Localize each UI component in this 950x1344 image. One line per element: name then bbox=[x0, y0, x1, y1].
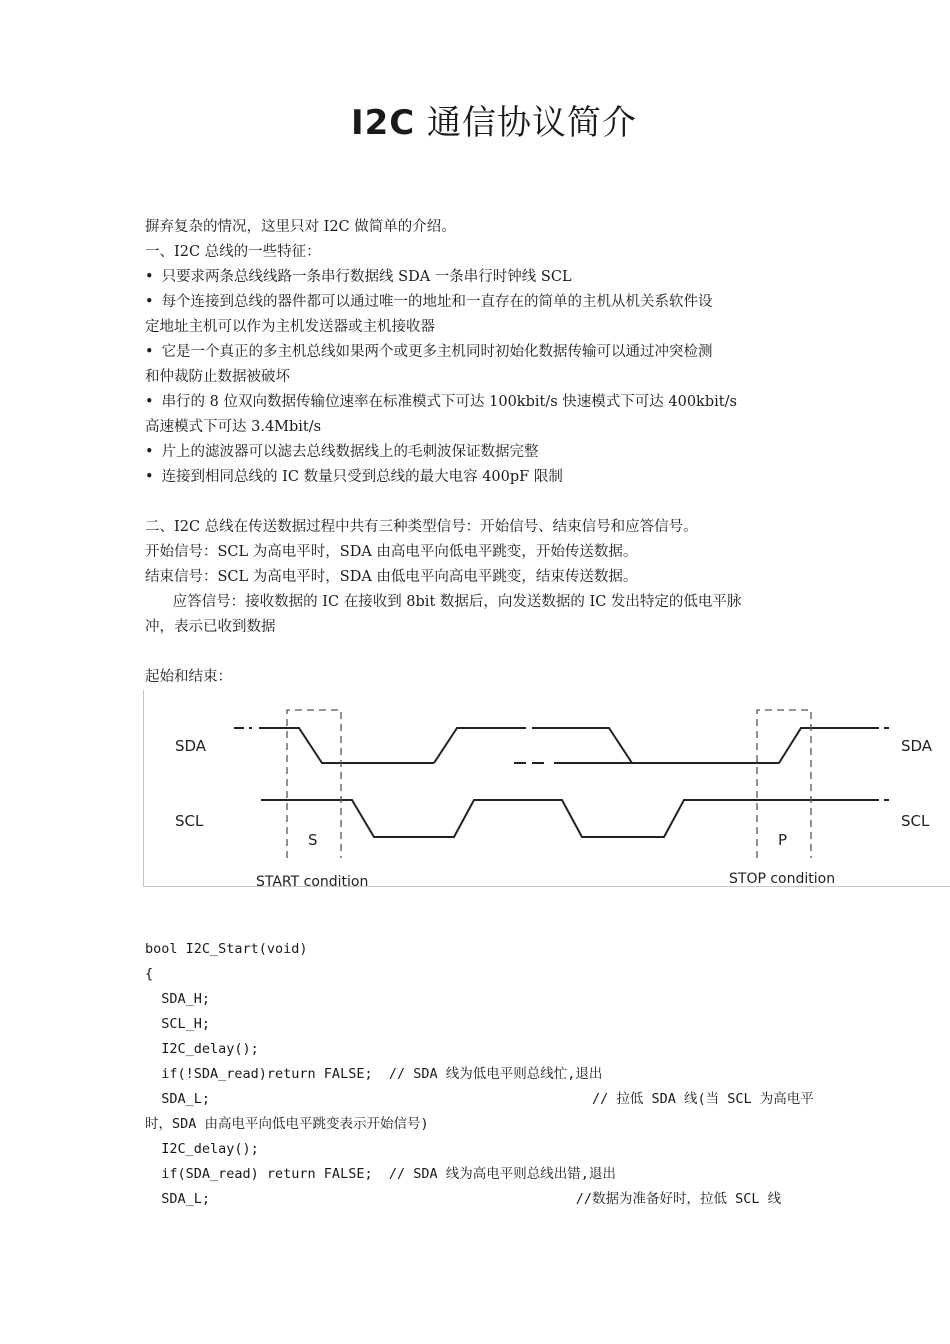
sda-stop-rising bbox=[554, 728, 869, 763]
sda-high-segment bbox=[434, 728, 514, 763]
section1-heading: 一、I2C 总线的一些特征： bbox=[145, 244, 321, 260]
scl-left-label: SCL bbox=[175, 812, 204, 830]
bullet-continuation: 和仲裁防止数据被破坏 bbox=[145, 369, 290, 385]
bullet-item: • 串行的 8 位双向数据传输位速率在标准模式下可达 100kbit/s 快速模式下可达 400kbit/s bbox=[145, 390, 810, 415]
bullet-item: • 只要求两条总线线路一条串行数据线 SDA 一条串行时钟线 SCL bbox=[145, 265, 810, 290]
scl-right-label: SCL bbox=[901, 812, 930, 830]
code-line: if(SDA_read) return FALSE; // SDA 线为高电平则总线出错,退出 bbox=[145, 1166, 616, 1182]
start-box-label: S bbox=[308, 831, 318, 849]
end-signal-text: 结束信号：SCL 为高电平时，SDA 由低电平向高电平跳变，结束传送数据。 bbox=[145, 569, 638, 585]
start-signal-text: 开始信号：SCL 为高电平时，SDA 由高电平向低电平跳变，开始传送数据。 bbox=[145, 544, 638, 560]
code-line: SDA_H; bbox=[145, 991, 211, 1007]
condition-boxes bbox=[287, 710, 811, 858]
code-line: SCL_H; bbox=[145, 1016, 211, 1032]
stop-box-label: P bbox=[778, 831, 788, 849]
page-title bbox=[0, 95, 950, 144]
code-line: I2C_delay(); bbox=[145, 1141, 259, 1157]
stop-condition-caption: STOP condition bbox=[729, 871, 836, 886]
title-latin: I2C bbox=[350, 103, 416, 143]
ack-signal-text: 应答信号：接收数据的 IC 在接收到 8bit 数据后，向发送数据的 IC 发出特定的低电平脉 bbox=[145, 594, 742, 610]
intro-paragraph: 摒弃复杂的情况，这里只对 I2C 做简单的介绍。 bbox=[145, 219, 456, 235]
bullet-item: • 连接到相同总线的 IC 数量只受到总线的最大电容 400pF 限制 bbox=[145, 465, 810, 490]
code-line: { bbox=[145, 966, 154, 982]
timing-diagram-svg bbox=[144, 690, 950, 886]
code-line: SDA_L; //数据为准备好时，拉低 SCL 线 bbox=[145, 1191, 782, 1207]
start-condition-caption: START condition bbox=[256, 874, 369, 886]
code-line: if(!SDA_read)return FALSE; // SDA 线为低电平则总线忙,退出 bbox=[145, 1066, 603, 1082]
section2-heading: 二、I2C 总线在传送数据过程中共有三种类型信号：开始信号、结束信号和应答信号。 bbox=[145, 519, 698, 535]
ack-signal-continuation: 冲，表示已收到数据 bbox=[145, 619, 276, 635]
sda-waveform bbox=[234, 728, 889, 763]
bullet-item: • 它是一个真正的多主机总线如果两个或更多主机同时初始化数据传输可以通过冲突检测 bbox=[145, 340, 810, 365]
diagram-heading: 起始和结束： bbox=[145, 669, 232, 685]
title-rest: 通信协议简介 bbox=[415, 103, 638, 143]
sda-high-falling bbox=[544, 728, 632, 763]
bullet-item: • 片上的滤波器可以滤去总线数据线上的毛刺波保证数据完整 bbox=[145, 440, 810, 465]
bullet-continuation: 高速模式下可达 3.4Mbit/s bbox=[145, 419, 322, 435]
code-line: bool I2C_Start(void) bbox=[145, 941, 308, 957]
code-line: 时，SDA 由高电平向低电平跳变表示开始信号) bbox=[145, 1116, 429, 1132]
timing-diagram bbox=[143, 690, 950, 887]
sda-left-label: SDA bbox=[175, 737, 207, 755]
scl-waveform bbox=[261, 800, 889, 837]
sda-start-falling bbox=[259, 728, 434, 763]
code-line: SDA_L; // 拉低 SDA 线(当 SCL 为高电平 bbox=[145, 1091, 814, 1107]
sda-right-label: SDA bbox=[901, 737, 933, 755]
bullet-continuation: 定地址主机可以作为主机发送器或主机接收器 bbox=[145, 319, 435, 335]
bullet-item: • 每个连接到总线的器件都可以通过唯一的地址和一直存在的简单的主机从机关系软件设 bbox=[145, 290, 810, 315]
code-line: I2C_delay(); bbox=[145, 1041, 259, 1057]
